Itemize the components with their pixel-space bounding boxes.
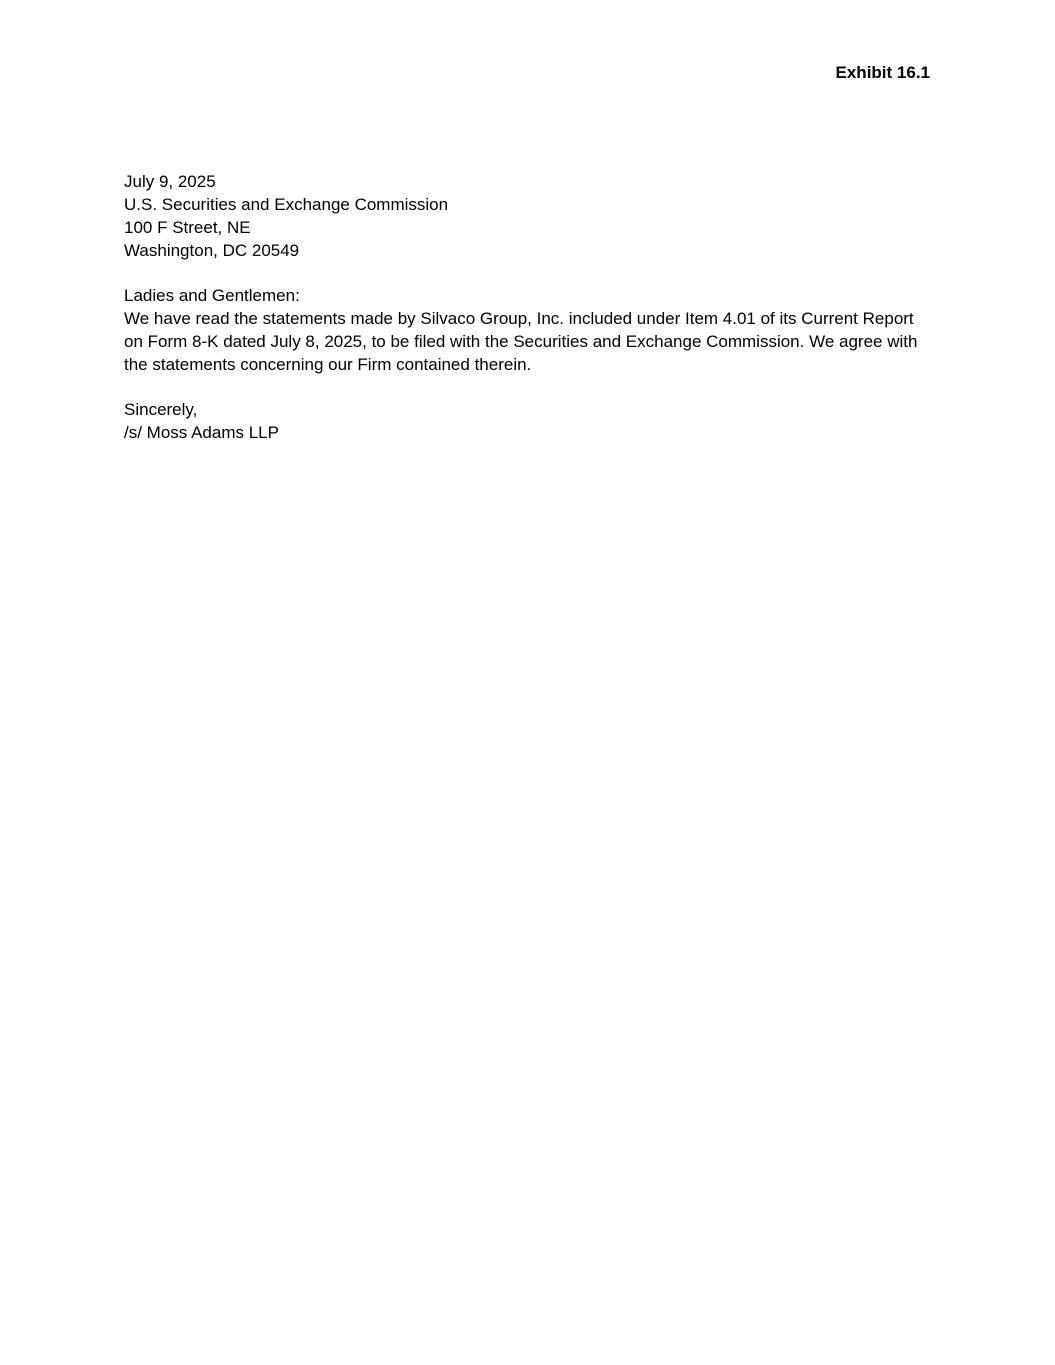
exhibit-label: Exhibit 16.1	[835, 63, 930, 82]
body-line: on Form 8-K dated July 8, 2025, to be filed with the Securities and Exchange Commission. We agree with	[124, 332, 918, 351]
signature: /s/ Moss Adams LLP	[124, 423, 279, 442]
salutation: Ladies and Gentlemen:	[124, 286, 300, 305]
letter-date: July 9, 2025	[124, 172, 216, 191]
recipient-address	[124, 193, 934, 262]
body-line: the statements concerning our Firm contained therein.	[124, 355, 532, 374]
letter-body	[124, 170, 934, 444]
body-line: We have read the statements made by Silvaco Group, Inc. included under Item 4.01 of its Current Report	[124, 309, 914, 328]
recipient-name: U.S. Securities and Exchange Commission	[124, 195, 449, 214]
recipient-street: 100 F Street, NE	[124, 218, 251, 237]
body-paragraph	[124, 307, 934, 376]
recipient-city: Washington, DC 20549	[124, 241, 300, 260]
closing: Sincerely,	[124, 400, 198, 419]
